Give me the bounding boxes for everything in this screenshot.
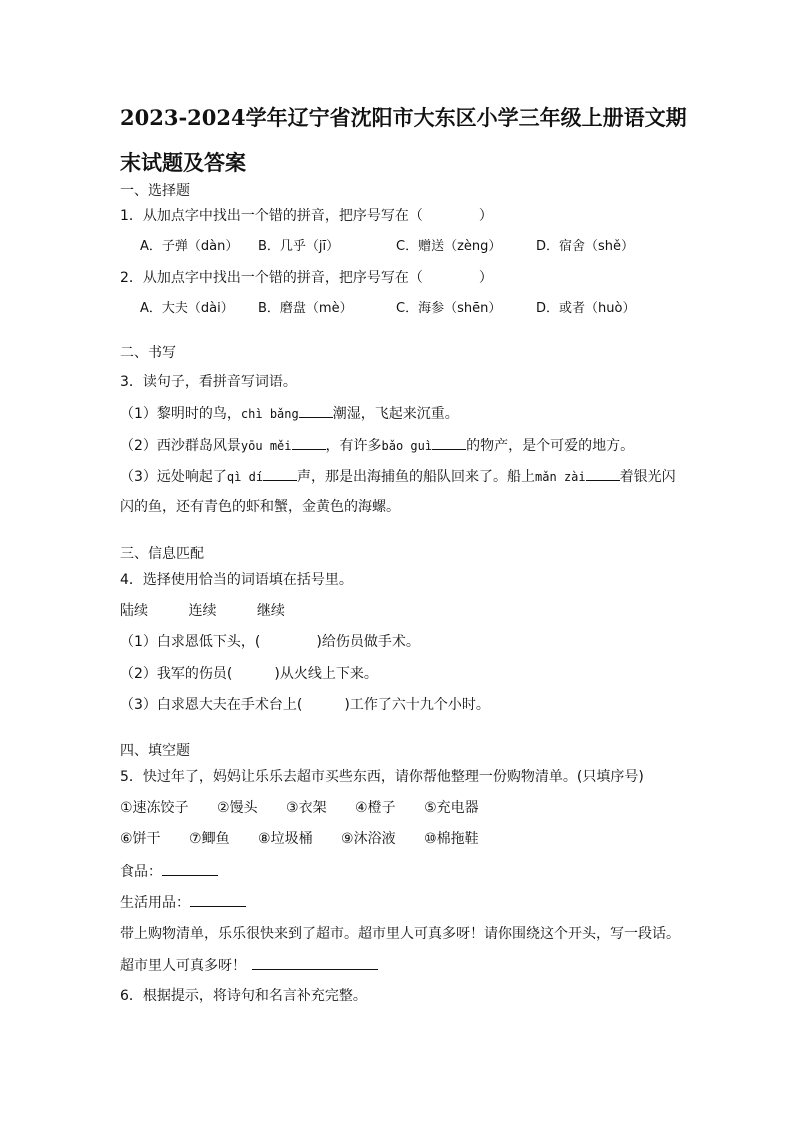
q2-option-a: A．大夫（dài） — [140, 301, 234, 316]
section-heading-writing: 二、书写 — [120, 345, 176, 361]
q5-writing-prompt: 带上购物清单，乐乐很快来到了超市。超市里人可真多呀！请你围绕这个开头，写一段话。 — [120, 926, 680, 942]
pinyin-man-zai: mǎn zài — [535, 470, 586, 484]
writing-answer-blank[interactable] — [252, 955, 378, 970]
q1-option-b: B．几乎（jī） — [258, 239, 340, 254]
q5-items-row-1 — [120, 798, 503, 818]
word-jixu: 继续 — [256, 603, 285, 619]
answer-blank[interactable] — [432, 435, 466, 450]
item-5: ⑤充电器 — [424, 800, 479, 816]
question-4-text: 4．选择使用恰当的词语填在括号里。 — [120, 572, 353, 588]
q5-writing-start: 超市里人可真多呀！ — [120, 955, 378, 976]
q1-option-c: C．赠送（zèng） — [396, 239, 502, 254]
item-9: ⑨沐浴液 — [341, 831, 396, 847]
q4-sentence-1: （1）白求恩低下头，( )给伤员做手术。 — [120, 634, 420, 650]
item-4: ④橙子 — [355, 800, 396, 816]
answer-blank[interactable] — [263, 466, 297, 481]
q5-items-row-2 — [120, 829, 503, 849]
q3-sentence-2: （2）西沙群岛风景yōu měi ，有许多bǎo guì 的物产，是个可爱的地方。 — [120, 435, 634, 456]
pinyin-bao-gui: bǎo guì — [381, 439, 433, 453]
section-heading-fill: 四、填空题 — [120, 743, 190, 759]
q1-option-d: D．宿舍（shě） — [536, 239, 635, 254]
food-answer-blank[interactable] — [162, 861, 218, 876]
question-1-text: 1．从加点字中找出一个错的拼音，把序号写在（ ） — [120, 208, 493, 224]
question-6-text: 6．根据提示，将诗句和名言补充完整。 — [120, 988, 367, 1004]
q5-food-line: 食品： — [120, 861, 218, 882]
q2-option-b: B．磨盘（mè） — [258, 301, 353, 316]
daily-answer-blank[interactable] — [190, 892, 246, 907]
word-lianxu: 连续 — [188, 603, 217, 619]
q3-sentence-3-cont: 闪的鱼，还有青色的虾和蟹，金黄色的海螺。 — [120, 499, 400, 515]
item-3: ③衣架 — [286, 800, 327, 816]
item-2: ②馒头 — [217, 800, 258, 816]
section-heading-matching: 三、信息匹配 — [120, 546, 204, 562]
q2-option-c: C．海参（shēn） — [396, 301, 502, 316]
item-8: ⑧垃圾桶 — [258, 831, 313, 847]
pinyin-chi-bang: chì bǎng — [240, 407, 299, 421]
section-heading-choice: 一、选择题 — [120, 183, 190, 199]
q1-option-a: A．子弹（dàn） — [140, 239, 239, 254]
q5-daily-line: 生活用品： — [120, 892, 246, 913]
item-7: ⑦鲫鱼 — [189, 831, 230, 847]
question-5-text: 5．快过年了，妈妈让乐乐去超市买些东西，请你帮他整理一份购物清单。(只填序号) — [120, 769, 644, 785]
answer-blank[interactable] — [299, 403, 333, 418]
answer-blank[interactable] — [586, 466, 620, 481]
question-3-text: 3．读句子，看拼音写词语。 — [120, 374, 297, 390]
q2-option-d: D．或者（huò） — [536, 301, 636, 316]
item-1: ①速冻饺子 — [120, 800, 189, 816]
question-2-text: 2．从加点字中找出一个错的拼音，把序号写在（ ） — [120, 270, 493, 286]
q4-sentence-2: （2）我军的伤员( )从火线上下来。 — [120, 666, 378, 682]
pinyin-qi-di: qì dí — [226, 470, 264, 484]
q4-word-bank — [120, 601, 321, 621]
word-luxu: 陆续 — [120, 603, 148, 619]
item-6: ⑥饼干 — [120, 831, 161, 847]
q3-sentence-3: （3）远处响起了qì dí 声，那是出海捕鱼的船队回来了。船上mǎn zài 着银光闪 — [120, 466, 676, 487]
q3-sentence-1: （1）黎明时的鸟，chì bǎng 潮湿，飞起来沉重。 — [120, 403, 459, 424]
pinyin-you-mei: yōu měi — [240, 439, 292, 453]
q4-sentence-3: （3）白求恩大夫在手术台上( )工作了六十九个小时。 — [120, 697, 490, 713]
answer-blank[interactable] — [292, 435, 326, 450]
document-title-line2: 末试题及答案 — [120, 150, 246, 175]
document-title-line1: 2023-2024学年辽宁省沈阳市大东区小学三年级上册语文期 — [120, 105, 687, 130]
item-10: ⑩棉拖鞋 — [424, 831, 479, 847]
